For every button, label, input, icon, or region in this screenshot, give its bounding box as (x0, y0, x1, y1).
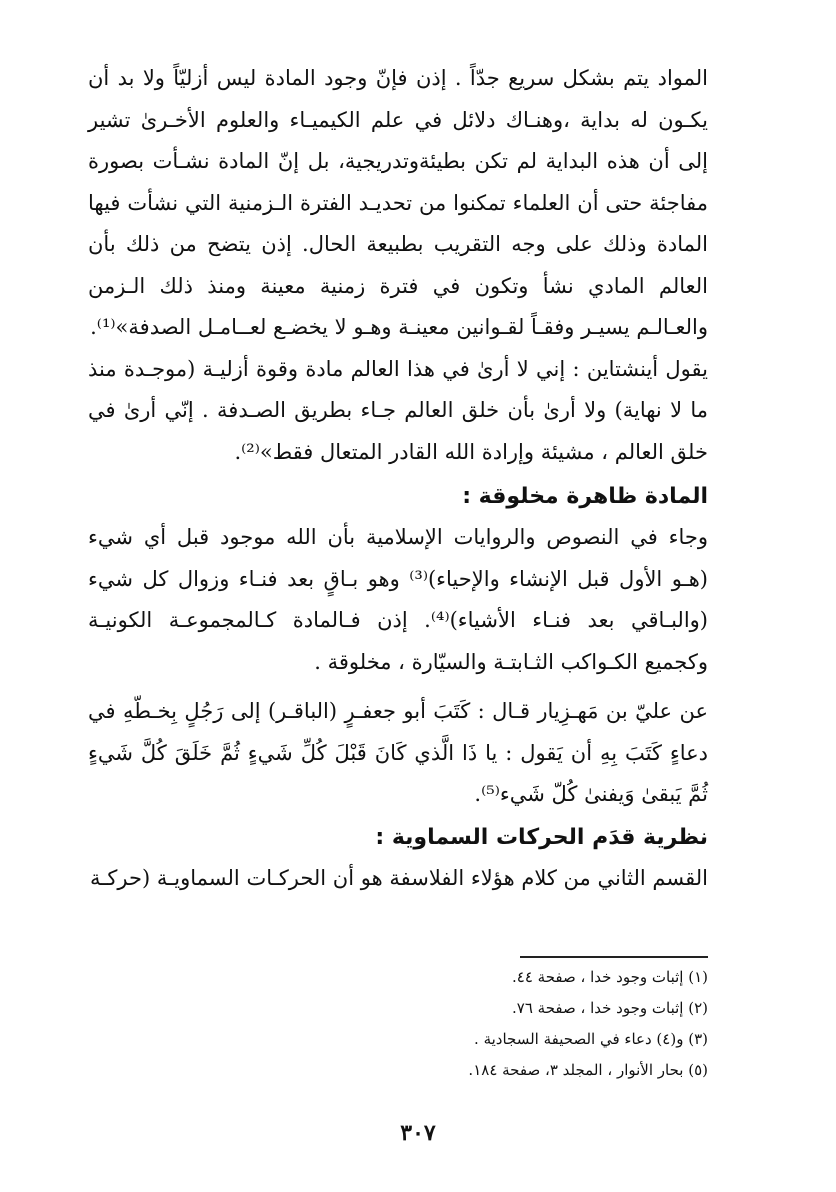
paragraph-islamic-texts: وجاء في النصوص والروايات الإسلامية بأن الله موجود قبل أي شيء (هـو الأول قبل الإنشاء والإحياء)⁽³⁾ وهو بـاقٍ بعد فنـاء وزوال كل شيء (والبـاقي بعد فنـاء الأشياء)⁽⁴⁾. إذن فـالمادة كـالمجموعـة الكونيـة وكجميع الكـواكب الثـابتـة والسيّارة ، مخلوقة . (88, 525, 709, 674)
footnote-2: (٢) إثبات وجود خدا ، صفحة ٧٦. (512, 999, 708, 1017)
section-heading-celestial-motion: نظرية قدَم الحركات السماوية : (375, 824, 708, 850)
footnote-1: (١) إثبات وجود خدا ، صفحة ٤٤. (512, 968, 708, 986)
footnote-divider (520, 956, 708, 958)
page-number: ٣٠٧ (400, 1120, 436, 1146)
footnotes (88, 962, 708, 1086)
main-text (88, 58, 708, 899)
paragraph-second-part: القسم الثاني من كلام هؤلاء الفلاسفة هو أن الحركـات السماويـة (حركـة (90, 865, 708, 890)
paragraph-hadith: عن عليّ بن مَهـزِيار قـال : كَتَبَ أبو جعفـرٍ (الباقـر) إلى رَجُلٍ بِخـطّهِ في دعاءٍ كَتَبَ بِهِ أن يَقول : يا ذَا الَّذي كَانَ قَبْلَ كُلِّ شَيءٍ ثُمَّ خَلَقَ كُلَّ شَيءٍ ثُمَّ يَبقىٰ وَيفنىٰ كُلّ شَيء⁽⁵⁾. (88, 699, 708, 806)
paragraph-continuation: المواد يتم بشكل سريع جدّاً . إذن فإنّ وجود المادة ليس أزليّاً ولا بد أن يكـون له بداية ،وهنـاك دلائل في علم الكيميـاء والعلوم الأخـرىٰ تشير إلى أن هذه البداية لم تكن بطيئةوتدريجية، بل إنّ المادة نشـأت بصورة مفاجئة حتى أن العلماء تمكنوا من تحديـد الفترة الـزمنية التي نشأت فيها المادة وذلك على وجه التقريب بطبيعة الحال. إذن يتضح من ذلك بأن العالم المادي نشأ وتكون في فترة زمنية معينة ومنذ ذلك الـزمن والعـالـم يسيـر وفقـاً لقـوانين معينـة وهـو لا يخضـع لعــامـل الصدفة»⁽¹⁾. (88, 66, 708, 339)
footnote-3-4: (٣) و(٤) دعاء في الصحيفة السجادية . (474, 1030, 708, 1048)
paragraph-einstein-quote: يقول أينشتاين : إني لا أرىٰ في هذا العالم مادة وقوة أزليـة (موجـدة منذ ما لا نهاية) ولا أرىٰ بأن خلق العالم جـاء بطريق الصـدفة . إنّي أرىٰ في خلق العالم ، مشيئة وإرادة الله القادر المتعال فقط»⁽²⁾. (88, 356, 708, 464)
footnote-5: (٥) بحار الأنوار ، المجلد ٣، صفحة ١٨٤. (468, 1061, 708, 1079)
section-heading-created-matter: المادة ظاهرة مخلوقة : (462, 484, 708, 509)
